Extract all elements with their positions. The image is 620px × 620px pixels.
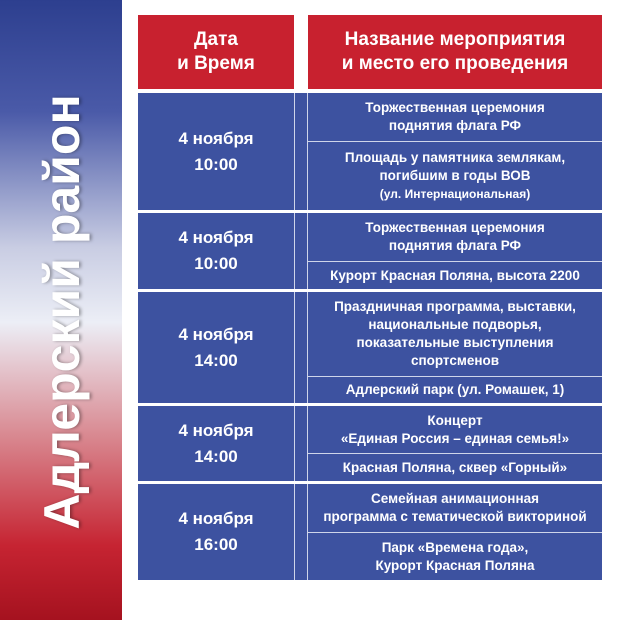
event-line: поднятия флага РФ <box>388 118 522 133</box>
header-date-line1: Дата <box>194 29 238 50</box>
row-time: 10:00 <box>194 254 238 273</box>
row-date-time <box>138 213 294 289</box>
row-date: 4 ноября <box>178 228 254 247</box>
district-title: Адлерский район <box>34 94 90 530</box>
place-line: Курорт Красная Поляна <box>375 557 535 573</box>
row-date-time <box>138 292 294 403</box>
header-event-line1: Название мероприятия <box>344 29 566 50</box>
event-line: показательные выступления <box>356 335 554 350</box>
row-time: 14:00 <box>194 350 238 370</box>
header-date-time <box>138 15 294 89</box>
header-event <box>308 15 602 89</box>
event-place <box>308 142 602 210</box>
event-line: программа с тематической викториной <box>323 509 587 524</box>
row-date: 4 ноября <box>178 128 254 148</box>
event-line: Семейная анимационная <box>371 491 539 506</box>
event-line: спортсменов <box>410 353 500 368</box>
decorative-side-panel <box>0 0 122 620</box>
place-note: (ул. Интернациональная) <box>379 187 531 201</box>
row-time: 16:00 <box>194 535 238 554</box>
event-line: «Единая Россия – единая семья!» <box>340 430 570 446</box>
place-line: Курорт Красная Поляна, высота 2200 <box>330 267 580 283</box>
event-name <box>308 213 602 261</box>
place-line: Адлерский парк (ул. Ромашек, 1) <box>345 382 565 397</box>
event-place <box>308 533 602 580</box>
event-line: поднятия флага РФ <box>388 238 522 253</box>
header-date-line2: и Время <box>177 53 255 74</box>
row-date: 4 ноября <box>178 420 254 440</box>
column-divider <box>294 213 308 289</box>
event-place <box>308 454 602 481</box>
place-line: Парк «Времена года», <box>381 539 529 555</box>
row-date-time <box>138 93 294 210</box>
event-line: Торжественная церемония <box>365 220 545 235</box>
row-date-time <box>138 484 294 580</box>
event-name <box>308 406 602 453</box>
event-name <box>308 292 602 376</box>
event-name <box>308 93 602 141</box>
header-event-line2: и место его проведения <box>341 53 569 74</box>
column-divider <box>294 406 308 481</box>
place-line: погибшим в годы ВОВ <box>379 168 531 183</box>
column-divider <box>294 292 308 403</box>
column-divider <box>294 484 308 580</box>
event-line: Концерт <box>427 412 483 428</box>
event-name <box>308 484 602 532</box>
event-line: Праздничная программа, выставки, <box>334 299 576 314</box>
row-date: 4 ноября <box>178 324 254 344</box>
event-line: Торжественная церемония <box>365 100 545 115</box>
row-date-time <box>138 406 294 481</box>
column-divider <box>294 93 308 210</box>
row-time: 10:00 <box>194 154 238 174</box>
row-time: 14:00 <box>194 446 238 466</box>
row-date: 4 ноября <box>178 509 254 528</box>
event-place <box>308 377 602 403</box>
place-line: Площадь у памятника землякам, <box>344 150 566 165</box>
place-line: Красная Поляна, сквер «Горный» <box>342 459 568 475</box>
event-place <box>308 262 602 289</box>
event-line: национальные подворья, <box>368 317 542 332</box>
